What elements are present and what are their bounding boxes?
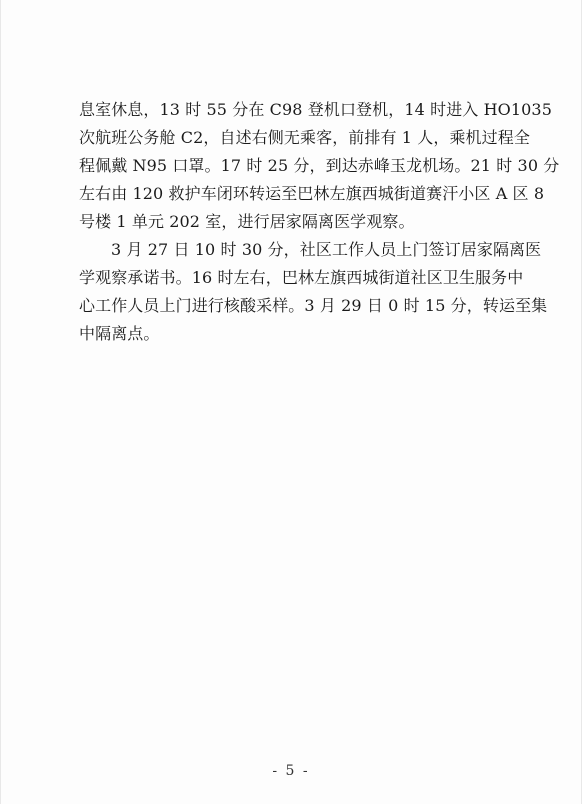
- paragraph-1-line-5: 号楼 1 单元 202 室，进行居家隔离医学观察。: [79, 212, 415, 231]
- paragraph-1-line-4: 左右由 120 救护车闭环转运至巴林左旗西城街道赛汗小区 A 区 8: [79, 184, 545, 203]
- paragraph-2-line-4: 中隔离点。: [79, 324, 160, 343]
- page-number: - 5 -: [272, 763, 310, 779]
- paragraph-2-line-3: 心工作人员上门进行核酸采样。3 月 29 日 0 时 15 分，转运至集: [79, 296, 548, 315]
- paragraph-1-line-1: 息室休息，13 时 55 分在 C98 登机口登机，14 时进入 HO1035: [79, 100, 552, 119]
- document-body: [79, 96, 560, 348]
- paragraph-2-line-2: 学观察承诺书。16 时左右，巴林左旗西城街道社区卫生服务中: [79, 268, 524, 287]
- paragraph-1-line-3: 程佩戴 N95 口罩。17 时 25 分，到达赤峰玉龙机场。21 时 30 分: [79, 156, 560, 175]
- paragraph-1-line-2: 次航班公务舱 C2，自述右侧无乘客，前排有 1 人，乘机过程全: [79, 128, 530, 147]
- paragraph-2-line-1: 3 月 27 日 10 时 30 分，社区工作人员上门签订居家隔离医: [111, 240, 542, 259]
